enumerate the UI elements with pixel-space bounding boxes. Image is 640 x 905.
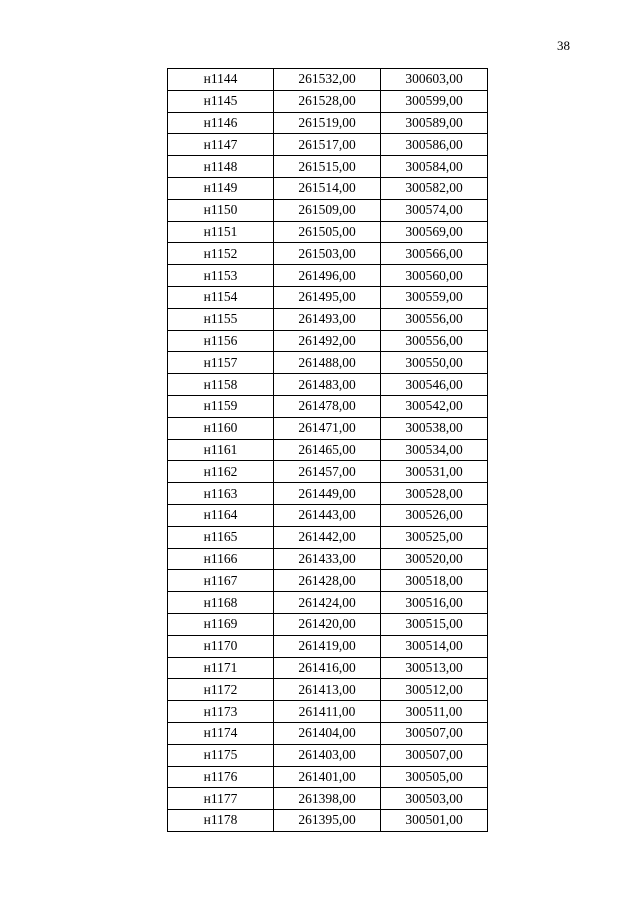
coord-y-cell: 300556,00 (381, 330, 488, 352)
point-id-cell: н1169 (168, 613, 274, 635)
coord-x-cell: 261478,00 (274, 395, 381, 417)
table-row (168, 395, 488, 417)
point-id-cell: н1171 (168, 657, 274, 679)
point-id-cell: н1148 (168, 156, 274, 178)
coord-y-cell: 300574,00 (381, 199, 488, 221)
coord-y-cell: 300584,00 (381, 156, 488, 178)
coord-y-cell: 300505,00 (381, 766, 488, 788)
table-row (168, 548, 488, 570)
coord-x-cell: 261495,00 (274, 286, 381, 308)
coord-y-cell: 300507,00 (381, 744, 488, 766)
coord-x-cell: 261515,00 (274, 156, 381, 178)
coord-x-cell: 261532,00 (274, 69, 381, 91)
point-id-cell: н1170 (168, 635, 274, 657)
point-id-cell: н1154 (168, 286, 274, 308)
coord-x-cell: 261413,00 (274, 679, 381, 701)
point-id-cell: н1156 (168, 330, 274, 352)
table-row (168, 417, 488, 439)
coord-y-cell: 300528,00 (381, 483, 488, 505)
coord-y-cell: 300586,00 (381, 134, 488, 156)
table-row (168, 504, 488, 526)
point-id-cell: н1168 (168, 592, 274, 614)
coord-x-cell: 261420,00 (274, 613, 381, 635)
coord-x-cell: 261398,00 (274, 788, 381, 810)
coord-y-cell: 300546,00 (381, 374, 488, 396)
table-row (168, 156, 488, 178)
coord-y-cell: 300514,00 (381, 635, 488, 657)
point-id-cell: н1177 (168, 788, 274, 810)
point-id-cell: н1155 (168, 308, 274, 330)
coord-x-cell: 261471,00 (274, 417, 381, 439)
coord-x-cell: 261433,00 (274, 548, 381, 570)
coord-x-cell: 261519,00 (274, 112, 381, 134)
table-row (168, 483, 488, 505)
point-id-cell: н1172 (168, 679, 274, 701)
point-id-cell: н1150 (168, 199, 274, 221)
table-row (168, 701, 488, 723)
point-id-cell: н1145 (168, 90, 274, 112)
table-row (168, 221, 488, 243)
table-row (168, 810, 488, 832)
coord-x-cell: 261493,00 (274, 308, 381, 330)
coord-x-cell: 261401,00 (274, 766, 381, 788)
point-id-cell: н1162 (168, 461, 274, 483)
coord-y-cell: 300538,00 (381, 417, 488, 439)
table-row (168, 352, 488, 374)
table-row (168, 308, 488, 330)
coord-x-cell: 261496,00 (274, 265, 381, 287)
coord-y-cell: 300512,00 (381, 679, 488, 701)
coord-y-cell: 300526,00 (381, 504, 488, 526)
point-id-cell: н1161 (168, 439, 274, 461)
point-id-cell: н1175 (168, 744, 274, 766)
table-row (168, 526, 488, 548)
table-row (168, 69, 488, 91)
point-id-cell: н1147 (168, 134, 274, 156)
coord-y-cell: 300603,00 (381, 69, 488, 91)
coord-x-cell: 261509,00 (274, 199, 381, 221)
table-row (168, 461, 488, 483)
table-row (168, 635, 488, 657)
table-row (168, 90, 488, 112)
point-id-cell: н1152 (168, 243, 274, 265)
coord-x-cell: 261428,00 (274, 570, 381, 592)
point-id-cell: н1173 (168, 701, 274, 723)
table-row (168, 330, 488, 352)
point-id-cell: н1164 (168, 504, 274, 526)
coord-y-cell: 300589,00 (381, 112, 488, 134)
coord-y-cell: 300507,00 (381, 722, 488, 744)
point-id-cell: н1149 (168, 177, 274, 199)
coord-y-cell: 300520,00 (381, 548, 488, 570)
coord-y-cell: 300560,00 (381, 265, 488, 287)
table-row (168, 439, 488, 461)
point-id-cell: н1176 (168, 766, 274, 788)
table-row (168, 744, 488, 766)
point-id-cell: н1174 (168, 722, 274, 744)
coord-x-cell: 261514,00 (274, 177, 381, 199)
coord-y-cell: 300501,00 (381, 810, 488, 832)
coord-x-cell: 261395,00 (274, 810, 381, 832)
coord-x-cell: 261457,00 (274, 461, 381, 483)
coord-x-cell: 261411,00 (274, 701, 381, 723)
table-row (168, 570, 488, 592)
coord-y-cell: 300556,00 (381, 308, 488, 330)
table-row (168, 613, 488, 635)
coord-x-cell: 261404,00 (274, 722, 381, 744)
coord-y-cell: 300542,00 (381, 395, 488, 417)
point-id-cell: н1160 (168, 417, 274, 439)
coord-y-cell: 300534,00 (381, 439, 488, 461)
coord-x-cell: 261465,00 (274, 439, 381, 461)
table-row (168, 199, 488, 221)
point-id-cell: н1165 (168, 526, 274, 548)
coord-x-cell: 261403,00 (274, 744, 381, 766)
coord-y-cell: 300503,00 (381, 788, 488, 810)
table-row (168, 722, 488, 744)
table-row (168, 679, 488, 701)
coord-x-cell: 261449,00 (274, 483, 381, 505)
page-number: 38 (557, 38, 570, 53)
coord-y-cell: 300518,00 (381, 570, 488, 592)
point-id-cell: н1144 (168, 69, 274, 91)
table-row (168, 112, 488, 134)
point-id-cell: н1163 (168, 483, 274, 505)
table-row (168, 243, 488, 265)
coord-x-cell: 261442,00 (274, 526, 381, 548)
point-id-cell: н1151 (168, 221, 274, 243)
coord-x-cell: 261483,00 (274, 374, 381, 396)
coord-y-cell: 300515,00 (381, 613, 488, 635)
coord-x-cell: 261419,00 (274, 635, 381, 657)
table-row (168, 177, 488, 199)
coordinates-table (167, 68, 488, 832)
coord-y-cell: 300550,00 (381, 352, 488, 374)
table-row (168, 766, 488, 788)
point-id-cell: н1153 (168, 265, 274, 287)
coord-x-cell: 261505,00 (274, 221, 381, 243)
point-id-cell: н1178 (168, 810, 274, 832)
table-row (168, 134, 488, 156)
point-id-cell: н1166 (168, 548, 274, 570)
coord-y-cell: 300559,00 (381, 286, 488, 308)
coord-x-cell: 261528,00 (274, 90, 381, 112)
coord-y-cell: 300566,00 (381, 243, 488, 265)
point-id-cell: н1158 (168, 374, 274, 396)
point-id-cell: н1167 (168, 570, 274, 592)
coord-x-cell: 261416,00 (274, 657, 381, 679)
coord-y-cell: 300511,00 (381, 701, 488, 723)
coord-x-cell: 261492,00 (274, 330, 381, 352)
coord-x-cell: 261503,00 (274, 243, 381, 265)
coord-x-cell: 261424,00 (274, 592, 381, 614)
table-row (168, 374, 488, 396)
coordinates-table-body (168, 69, 488, 832)
point-id-cell: н1157 (168, 352, 274, 374)
table-row (168, 788, 488, 810)
table-row (168, 286, 488, 308)
coord-y-cell: 300513,00 (381, 657, 488, 679)
point-id-cell: н1146 (168, 112, 274, 134)
coord-x-cell: 261488,00 (274, 352, 381, 374)
coord-x-cell: 261443,00 (274, 504, 381, 526)
coord-y-cell: 300582,00 (381, 177, 488, 199)
coord-y-cell: 300531,00 (381, 461, 488, 483)
table-row (168, 592, 488, 614)
coord-y-cell: 300569,00 (381, 221, 488, 243)
coord-y-cell: 300599,00 (381, 90, 488, 112)
table-row (168, 657, 488, 679)
point-id-cell: н1159 (168, 395, 274, 417)
coord-y-cell: 300516,00 (381, 592, 488, 614)
coord-y-cell: 300525,00 (381, 526, 488, 548)
coord-x-cell: 261517,00 (274, 134, 381, 156)
table-row (168, 265, 488, 287)
